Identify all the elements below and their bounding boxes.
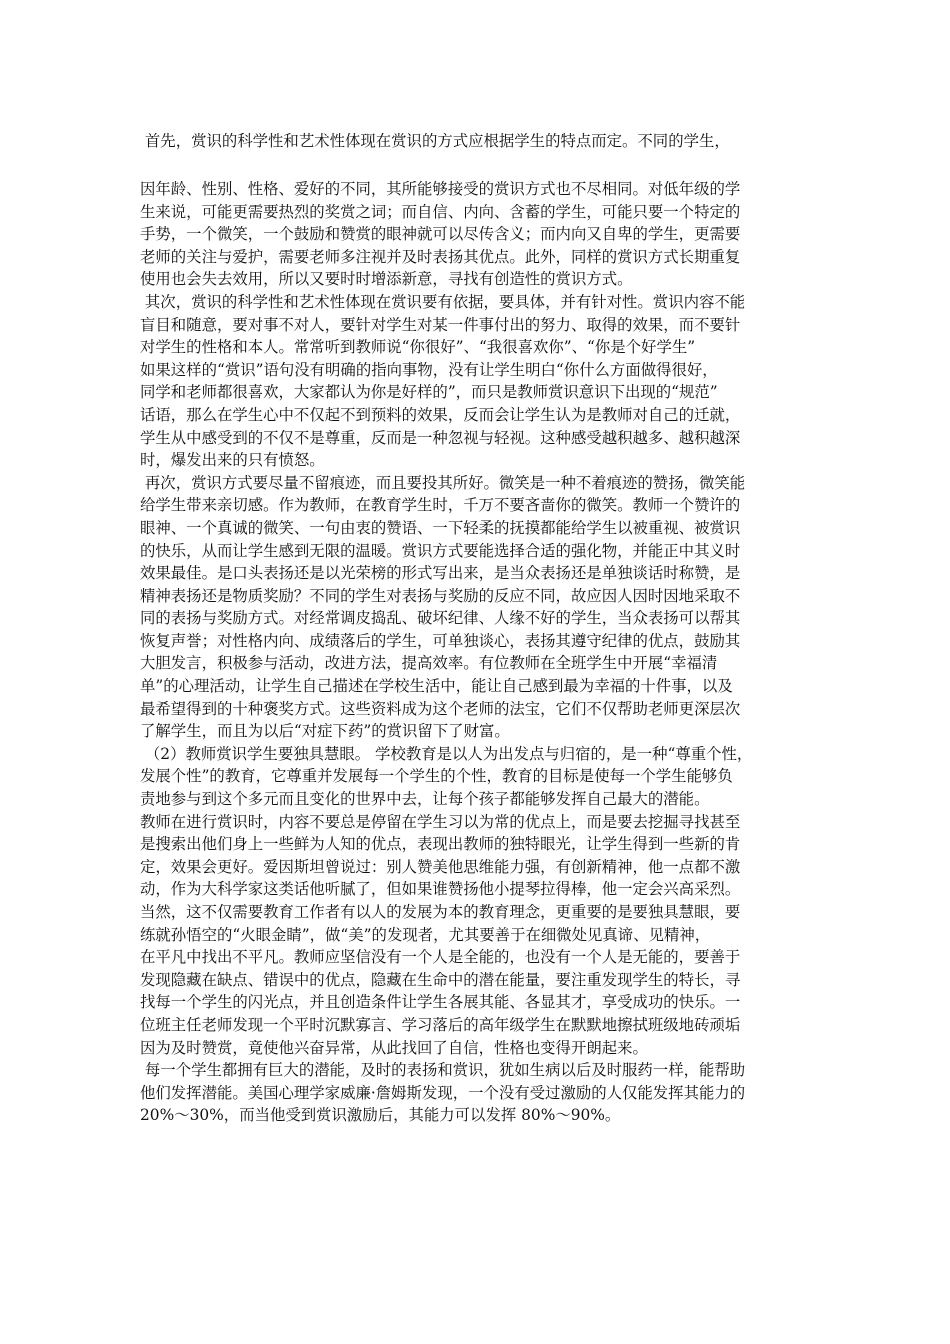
- body-text: 因年龄、性别、性格、爱好的不同，其所能够接受的赏识方式也不尽相同。对低年级的学 生来说，可能更需要热烈的奖赏之词；而自信、内向、含蓄的学生，可能只要一个特定的 手势，一个微笑，一个鼓励和赞赏的眼神就可以尽传含义；而内向又自卑的学生，更需要 老师的关注与爱护，需要老师多注视并及时表扬其优点。此外，同样的赏识方式长期重复 使用也会失去效用，所以又要时时增添新意，寻找有创造性的赏识方式。 其次，赏识的科学性和艺术性体现在赏识要有依据，要具体，并有针对性。赏识内容不能 盲目和随意，要对事不对人，要针对学生对某一件事付出的努力、取得的效果，而不要针 对学生的性格和本人。常常听到教师说“你很好”、“我很喜欢你”、“你是个好学生” 如果这样的“赏识”语句没有明确的指向事物，没有让学生明白“你什么方面做得很好， 同学和老师都很喜欢，大家都认为你是好样的”，而只是教师赏识意识下出现的“规范” 话语，那么在学生心中不仅起不到预料的效果，反而会让学生认为是教师对自己的迁就， 学生从中感受到的不仅不是尊重，反而是一种忽视与轻视。这种感受越积越多、越积越深 时，爆发出来的只有愤怒。 再次，赏识方式要尽量不留痕迹，而且要投其所好。微笑是一种不着痕迹的赞扬，微笑能 给学生带来亲切感。作为教师，在教育学生时，千万不要吝啬你的微笑。教师一个赞许的 眼神、一个真诚的微笑、一句由衷的赞语、一下轻柔的抚摸都能给学生以被重视、被赏识 的快乐，从而让学生感到无限的温暖。赏识方式要能选择合适的强化物，并能正中其义时 效果最佳。是口头表扬还是以光荣榜的形式写出来，是当众表扬还是单独谈话时称赞，是 精神表扬还是物质奖励？不同的学生对表扬与奖励的反应不同，故应因人因时因地采取不 同的表扬与奖励方式。对经常调皮捣乱、破坏纪律、人缘不好的学生，当众表扬可以帮其 恢复声誉；对性格内向、成绩落后的学生，可单独谈心，表扬其遵守纪律的优点，鼓励其 大胆发言，积极参与活动，改进方法，提高效率。有位教师在全班学生中开展“幸福清 单”的心理活动，让学生自己描述在学校生活中，能让自己感到最为幸福的十件事，以及 最希望得到的十种褒奖方式。这些资料成为这个老师的法宝，它们不仅帮助老师更深层次 了解学生，而且为以后“对症下药”的赏识留下了财富。 （2）教师赏识学生要独具慧眼。 学校教育是以人为出发点与归宿的，是一种“尊重个性， 发展个性”的教育，它尊重并发展每一个学生的个性，教育的目标是使每一个学生能够负 责地参与到这个多元而且变化的世界中去，让每个孩子都能够发挥自己最大的潜能。 教师在进行赏识时，内容不要总是停留在学生习以为常的优点上，而是要去挖掘寻找甚至 是搜索出他们身上一些鲜为人知的优点，表现出教师的独特眼光，让学生得到一些新的肯 定，效果会更好。爱因斯坦曾说过：别人赞美他思维能力强，有创新精神，他一点都不激 动，作为大科学家这类话他听腻了，但如果谁赞扬他小提琴拉得棒，他一定会兴高采烈。 当然，这不仅需要教育工作者有以人的发展为本的教育理念，更重要的是要独具慧眼，要 练就孙悟空的“火眼金睛”，做“美”的发现者，尤其要善于在细微处见真谛、见精神， 在平凡中找出不平凡。教师应坚信没有一个人是全能的，也没有一个人是无能的，要善于 发现隐藏在缺点、错误中的优点，隐藏在生命中的潜在能量，要注重发现学生的特长，寻 找每一个学生的闪光点，并且创造条件让学生各展其能、各显其才，享受成功的快乐。一 位班主任老师发现一个平时沉默寡言、学习落后的高年级学生在默默地擦拭班级地砖顽垢 因为及时赞赏，竟使他兴奋异常，从此找回了自信，性格也变得开朗起来。 每一个学生都拥有巨大的潜能，及时的表扬和赏识，犹如生病以后及时服药一样，能帮助 他们发挥潜能。美国心理学家威廉·詹姆斯发现，一个没有受过激励的人仅能发挥其能力的 20%～30%，而当他受到赏识激励后，其能力可以发挥 80%～90%。: [140, 180, 753, 1125]
- first-line-paragraph: 首先，赏识的科学性和艺术性体现在赏识的方式应根据学生的特点而定。不同的学生，: [140, 132, 730, 150]
